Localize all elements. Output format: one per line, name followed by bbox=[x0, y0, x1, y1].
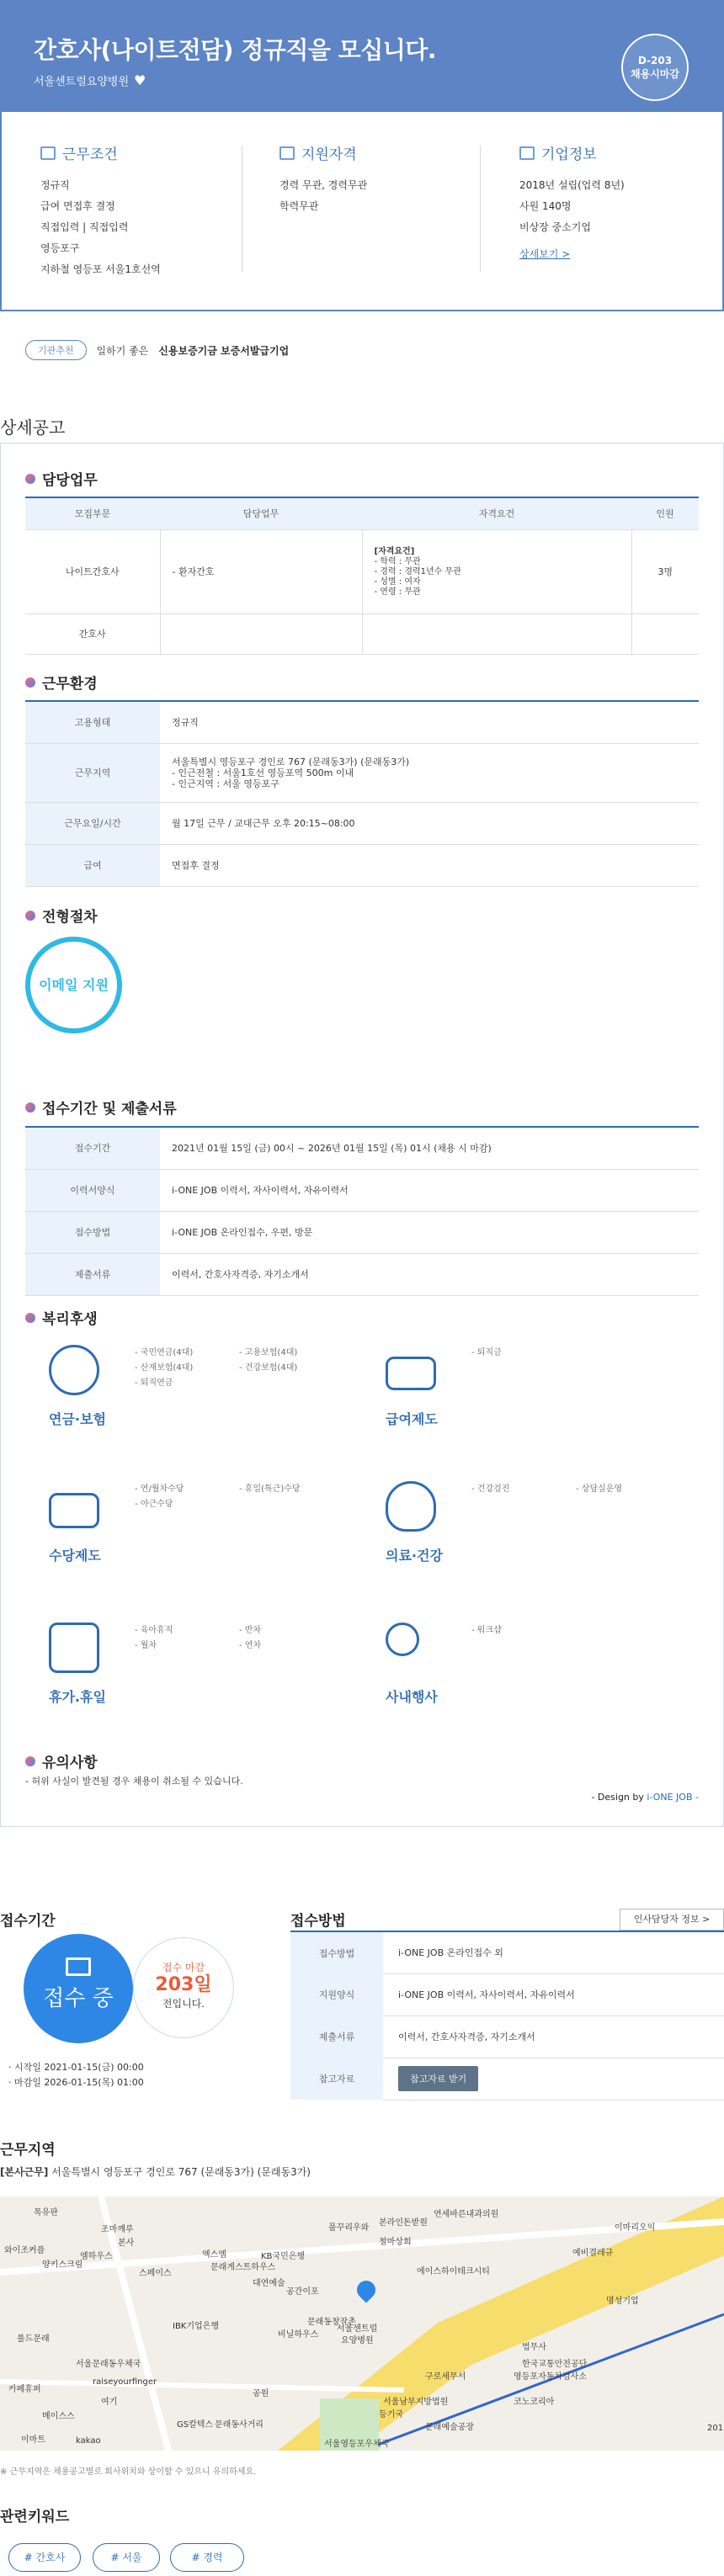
map-label: 대연예술 bbox=[253, 2279, 285, 2288]
period-heading: 접수기간 및 제출서류 bbox=[25, 1097, 177, 1118]
map-label: 와이조커플 bbox=[4, 2246, 45, 2255]
company-item: 비상장 중소기업 bbox=[519, 221, 591, 233]
process-heading: 전형절차 bbox=[25, 905, 98, 926]
map-label: 문래예술공장 bbox=[425, 2423, 474, 2432]
map-label: KB국민은행 bbox=[261, 2252, 306, 2261]
map-label: 엠하우스 bbox=[80, 2252, 113, 2261]
company-detail-link[interactable]: 상세보기 > bbox=[519, 248, 571, 260]
map-label: 예비결레규 bbox=[572, 2249, 614, 2258]
dday-badge: D-203 채용시마감 bbox=[621, 34, 689, 101]
location-map[interactable] bbox=[0, 2196, 724, 2451]
wallet-icon bbox=[49, 1493, 99, 1528]
map-label: 법무사 bbox=[522, 2343, 546, 2352]
map-label: 본사 bbox=[118, 2239, 135, 2248]
map-label: kakao bbox=[76, 2436, 101, 2446]
reference-download-button[interactable]: 참고자료 받기 bbox=[398, 2066, 478, 2091]
map-label: IBK기업은행 bbox=[173, 2322, 220, 2331]
map-label: 엑스엠 bbox=[202, 2250, 226, 2260]
environment-heading: 근무환경 bbox=[25, 672, 98, 693]
map-label: 공간이포 bbox=[286, 2287, 319, 2297]
map-label: raiseyourfinger bbox=[93, 2377, 157, 2387]
qualification-item: 학력무관 bbox=[279, 200, 319, 212]
duty-table: 모집부문 담당업무 자격요건 인원 나이트간호사 - 환자간호 [자격요건] - 학력 : 무관 - 경력 : 경력1년수 무관 - 성별 : 여자 - 연령 : 무관 3명 간호사 bbox=[25, 497, 699, 655]
map-label: 공원 bbox=[253, 2389, 269, 2398]
condition-item: 지하철 영등포 서울1호선역 bbox=[40, 263, 161, 275]
money-icon bbox=[386, 1357, 436, 1390]
keywords-title: 관련키워드 bbox=[0, 2509, 70, 2526]
job-header bbox=[0, 0, 724, 112]
design-credit: - Design by i-ONE JOB - bbox=[591, 1792, 699, 1803]
calendar-check-icon bbox=[49, 1623, 99, 1673]
map-label: 조마깨루 bbox=[101, 2225, 134, 2234]
method-table: 접수방법 i-ONE JOB 온라인접수 외 지원양식 i-ONE JOB 이력서, 자사이력서, 자유이력서 제출서류 이력서, 간호사자격증, 자기소개서 참고자료 참고자료 받기 bbox=[290, 1931, 724, 2101]
keyword-career[interactable]: # 경력 bbox=[170, 2543, 244, 2572]
map-label: 카페휴퍼 bbox=[8, 2385, 41, 2394]
end-date: · 마감일 2026-01-15(목) 01:00 bbox=[8, 2077, 144, 2088]
recommend-row: 기관추천 일하기 좋은 신용보증기금 보증서발급기업 bbox=[25, 340, 289, 360]
period-title: 접수기간 bbox=[0, 1913, 56, 1930]
requirement-item: - 경력 : 경력1년수 무관 bbox=[374, 566, 461, 576]
map-label: 이마리오익 bbox=[615, 2223, 656, 2233]
qualification-column: 지원자격 경력 무관, 경력무관 학력무관 bbox=[279, 142, 367, 217]
microphone-icon bbox=[386, 1623, 419, 1656]
map-label: 스페이스 bbox=[139, 2269, 172, 2278]
detail-title: 상세공고 bbox=[0, 417, 66, 438]
map-label: 201 bbox=[707, 2424, 724, 2433]
conditions-column: 근무조건 정규직 급여 면접후 결정 직접입력 | 직접입력 영등포구 지하철 영등포 서울1호선역 bbox=[40, 142, 161, 280]
map-label: 목유판 bbox=[34, 2208, 58, 2217]
map-label: 영등포자동차검사소 bbox=[514, 2372, 587, 2382]
keyword-seoul[interactable]: # 서울 bbox=[93, 2543, 160, 2572]
notice-text: - 허위 사실이 발견될 경우 채용이 취소될 수 있습니다. bbox=[25, 1776, 243, 1787]
summary-box bbox=[0, 112, 724, 311]
building-icon bbox=[519, 146, 535, 160]
map-label: 서울센트럴 bbox=[337, 2324, 378, 2334]
book-icon bbox=[66, 1957, 91, 1976]
map-label: 명성기업 bbox=[606, 2297, 639, 2306]
map-label: 풀꾸리우와 bbox=[328, 2223, 370, 2233]
calendar-icon bbox=[40, 146, 56, 160]
process-step-email: 이메일 지원 bbox=[25, 937, 122, 1033]
period-table: 접수기간 2021년 01월 15일 (금) 00시 ~ 2026년 01월 15일 (목) 01시 (채용 시 마감) 이력서양식 i-ONE JOB 이력서, 자사이력서, 자유이력서 접수방법 i-ONE JOB 온라인접수, 우편, 방문 제출서류 이력서, 간호사자격증, 자기소개서 bbox=[25, 1126, 699, 1296]
location-title: 근무지역 bbox=[0, 2142, 56, 2159]
map-label: 요양병원 bbox=[341, 2336, 374, 2345]
company-item: 2018년 설립(업력 8년) bbox=[519, 179, 625, 191]
notice-heading: 유의사항 bbox=[25, 1750, 98, 1771]
qualification-item: 경력 무관, 경력무관 bbox=[279, 179, 368, 191]
map-label: 철마상회 bbox=[379, 2238, 412, 2247]
map-label: 문래게스트하우스 bbox=[210, 2263, 276, 2272]
map-label: 에이스하이테크시티 bbox=[417, 2267, 490, 2276]
map-label: 서울남부지방법원 bbox=[383, 2398, 449, 2407]
recommend-badge: 기관추천 bbox=[25, 340, 87, 360]
map-label: 서울문래동우체국 bbox=[76, 2360, 141, 2369]
requirement-item: - 연령 : 무관 bbox=[374, 587, 421, 597]
status-circle: 접수 중 bbox=[24, 1934, 133, 2043]
map-label: 메이스스 bbox=[42, 2412, 75, 2421]
heart-icon[interactable]: ♥ bbox=[134, 72, 146, 88]
condition-item: 급여 면접후 결정 bbox=[40, 200, 115, 212]
map-label: 롤드문래 bbox=[17, 2334, 50, 2344]
map-label: 한국교통안전공단 bbox=[522, 2360, 588, 2369]
welfare-heading: 복리후생 bbox=[25, 1307, 98, 1328]
environment-table: 고용형태 정규직 근무지역 서울특별시 영등포구 경인로 767 (문래동3가) (문래동3가) - 인근전철 : 서울1호선 영등포역 500m 이내 - 인근지역 : 서울 영등포구 근무요일/시간 월 17일 근무 / 교대근무 오후 20:15~08:00 급여 면접후 결정 bbox=[25, 700, 699, 887]
map-label: 연세바른내과의원 bbox=[434, 2210, 499, 2219]
hr-info-button[interactable]: 인사담당자 정보 > bbox=[620, 1909, 724, 1931]
heart-pulse-icon bbox=[386, 1481, 436, 1532]
map-label: 등기국 bbox=[379, 2410, 403, 2419]
duty-heading: 담당업무 bbox=[25, 468, 98, 489]
map-label: 문래동창작촌 bbox=[307, 2318, 356, 2327]
company-item: 사원 140명 bbox=[519, 200, 572, 212]
keyword-nurse[interactable]: # 간호사 bbox=[8, 2543, 81, 2572]
start-date: · 시작일 2021-01-15(금) 00:00 bbox=[8, 2062, 144, 2073]
map-label: 본라인돈받원 bbox=[379, 2218, 428, 2228]
requirement-item: - 학력 : 무관 bbox=[374, 556, 421, 566]
condition-item: 정규직 bbox=[40, 179, 70, 191]
company-column: 기업정보 2018년 설립(업력 8년) 사원 140명 비상장 중소기업 상세보기 > bbox=[519, 146, 625, 260]
requirement-item: - 성별 : 여자 bbox=[374, 576, 421, 587]
map-label: GS칼텍스 bbox=[177, 2420, 214, 2430]
condition-item: 영등포구 bbox=[40, 242, 80, 254]
job-title: 간호사(나이트전담) 정규직을 모십니다. bbox=[34, 36, 436, 64]
remaining-circle: 접수 마감 203일 전입니다. bbox=[133, 1937, 234, 2038]
map-label: 문래동사거리 bbox=[215, 2420, 264, 2430]
person-icon bbox=[49, 1345, 99, 1395]
method-title: 접수방법 bbox=[290, 1913, 346, 1930]
map-label: 여기 bbox=[101, 2398, 118, 2407]
location-address: [본사근무] 서울특별시 영등포구 경인로 767 (문래동3가) (문래동3가) bbox=[0, 2166, 311, 2178]
company-name[interactable]: 서울센트럴요양병원 ♥ bbox=[34, 72, 146, 88]
map-label: 이마트 bbox=[21, 2435, 45, 2445]
map-label: 서울영등포우체국 bbox=[324, 2440, 390, 2449]
map-label: 구로세무서 bbox=[425, 2372, 466, 2382]
condition-item: 직접입력 | 직접입력 bbox=[40, 221, 129, 233]
map-label: 비닐하우스 bbox=[278, 2330, 319, 2340]
map-label: 코노코리아 bbox=[514, 2398, 555, 2407]
id-card-icon bbox=[279, 146, 295, 160]
map-label: 양키스크림 bbox=[42, 2260, 83, 2270]
location-note: ※ 근무지역은 채용공고별로 회사위치와 상이할 수 있으니 유의하세요. bbox=[0, 2467, 257, 2477]
